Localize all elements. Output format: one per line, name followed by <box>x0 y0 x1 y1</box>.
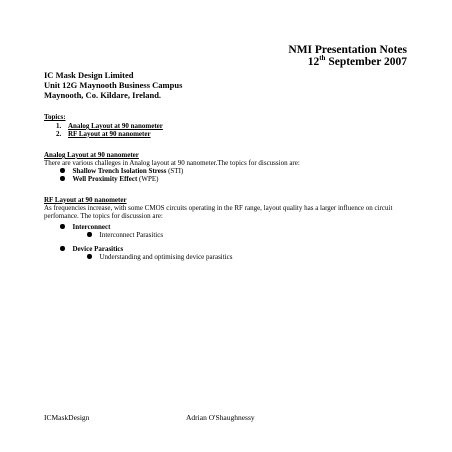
rf-intro: As frequencies increase, with some CMOS circuits operating in the RF range, layout quality has a larger influence on circuit perfomance. The topics for discussion are: <box>44 204 393 220</box>
bullet-icon <box>60 176 65 181</box>
topic-link[interactable]: RF Layout at 90 nanometer <box>68 130 151 138</box>
sub-item-label: Interconnect Parasitics <box>99 231 164 239</box>
list-item <box>60 245 123 253</box>
list-item <box>60 175 159 183</box>
document-date <box>157 56 407 68</box>
company-city: Maynooth, Co. Kildare, Ireland. <box>44 90 162 100</box>
bullet-icon <box>87 232 92 237</box>
bullet-label-bold: Shallow Trench Isolation Stress <box>72 167 167 175</box>
topics-heading: Topics: <box>44 113 66 121</box>
topic-item[interactable] <box>56 130 151 138</box>
topic-number: 1. <box>56 122 62 130</box>
group-label: Device Parasitics <box>72 245 124 253</box>
bullet-label-bold: Well Proximity Effect <box>72 175 138 183</box>
bullet-icon <box>87 254 92 259</box>
footer-left: ICMaskDesign <box>44 413 90 422</box>
analog-intro: There are various challeges in Analog layout at 90 nanometer.The topics for discussion are: <box>44 159 300 167</box>
analog-heading: Analog Layout at 90 nanometer <box>44 151 139 159</box>
date-suffix: th <box>319 54 326 63</box>
sub-item-label: Understanding and optimising device parasitics <box>99 253 233 261</box>
date-rest: September 2007 <box>325 56 407 68</box>
bullet-label-plain: (STI) <box>166 167 184 175</box>
list-item <box>87 231 163 239</box>
bullet-icon <box>60 224 65 229</box>
company-address <box>44 70 344 100</box>
list-item <box>60 167 183 175</box>
topic-item[interactable] <box>56 122 163 130</box>
document-title: NMI Presentation Notes <box>288 44 407 56</box>
company-street: Unit 12G Maynooth Business Campus <box>44 80 183 90</box>
company-name: IC Mask Design Limited <box>44 70 134 80</box>
topic-link[interactable]: Analog Layout at 90 nanometer <box>68 122 163 130</box>
bullet-icon <box>60 246 65 251</box>
title-block <box>157 44 407 68</box>
topic-number: 2. <box>56 130 62 138</box>
rf-heading: RF Layout at 90 nanometer <box>44 196 127 204</box>
group-label: Interconnect <box>72 223 111 231</box>
footer-author: Adrian O'Shaughnessy <box>186 413 255 422</box>
date-day: 12 <box>307 56 320 68</box>
list-item <box>87 253 232 261</box>
list-item <box>60 223 110 231</box>
bullet-label-plain: (WPE) <box>137 175 159 183</box>
bullet-icon <box>60 168 65 173</box>
